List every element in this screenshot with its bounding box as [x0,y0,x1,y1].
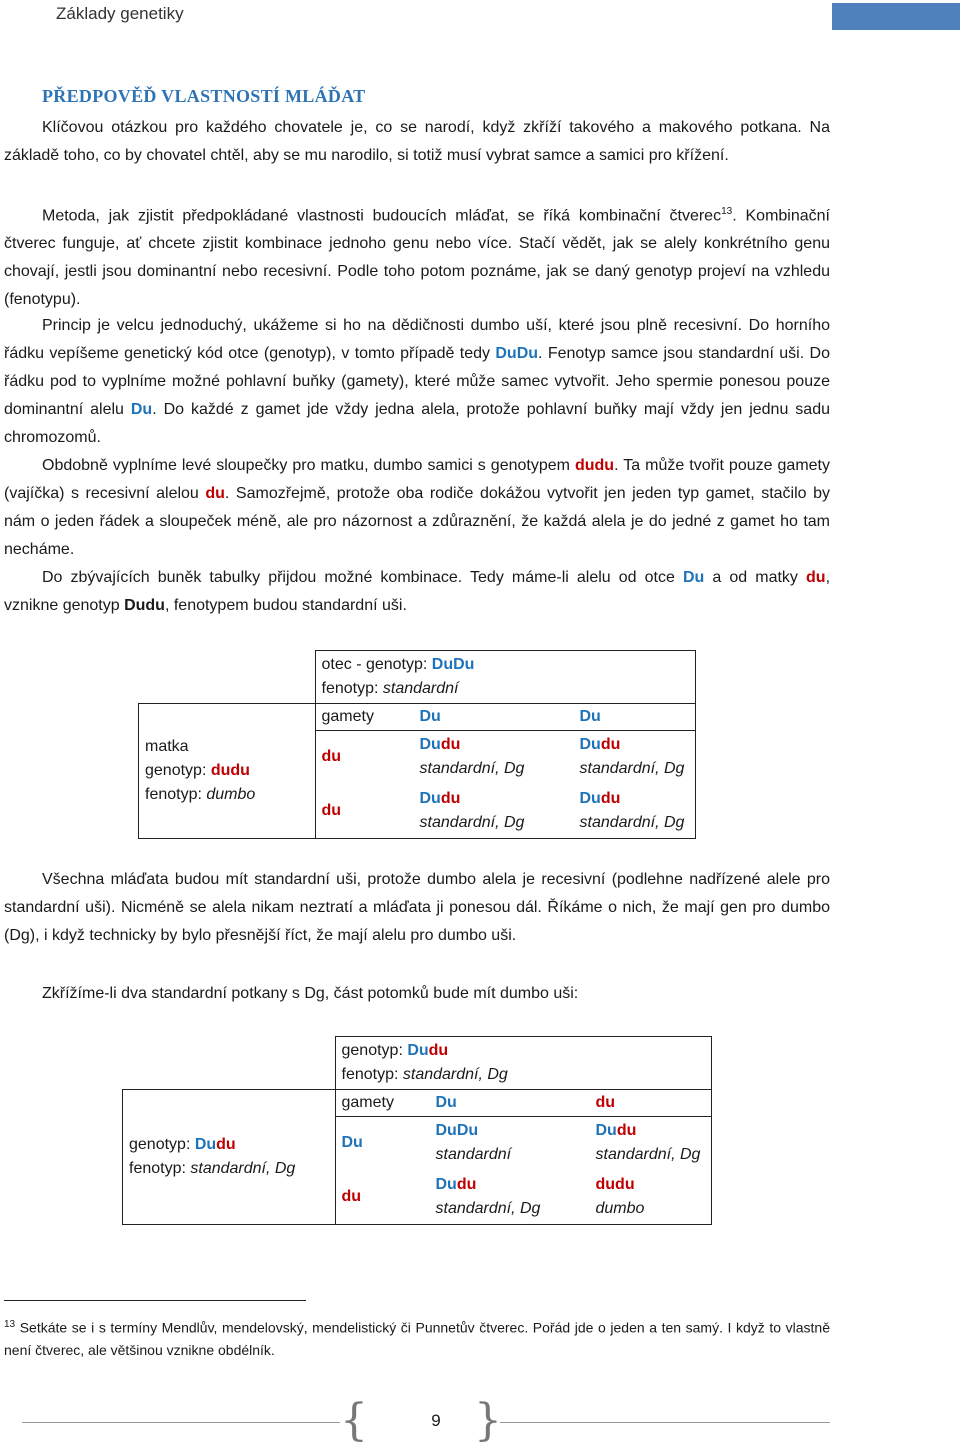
t2-cell-2: Dudu standardní, Dg [595,1122,701,1164]
mother-text-b: . Ta může tvořit pouze gamety (vajíčka) s recesivní alelou [4,457,831,502]
paragraph-principle [4,312,830,452]
t1-mother-gamete-2: du [321,802,342,819]
t2-grid [336,1090,712,1224]
t2-father-geno-b: du [428,1042,449,1059]
principle-text-a: Princip je velcu jednoduchý, ukážeme si ho na dědičnosti dumbo uší, které jsou plně recesivní. Do horního řádku vepíšeme genetický kód otce (genotyp), v tomto případě tedy [4,317,830,362]
t1-father-gamete-1: Du [419,707,441,725]
t1-mother-genotype: dudu [210,762,250,779]
t2-mother-gamete-2: du [341,1188,362,1205]
t2-father-gamete-2: du [595,1093,616,1111]
paragraph-combinations [4,564,830,620]
t1-father-header [315,651,696,704]
section-title: PŘEDPOVĚĎ VLASTNOSTÍ MLÁĎAT [42,86,366,106]
t2-mother-header [123,1090,336,1225]
t1-gamety-label: gamety [321,707,374,725]
right-brace-icon: } [474,1395,502,1446]
father-genotype-inline: DuDu [495,345,539,362]
punnett-square-2 [122,1036,712,1225]
t2-mother-phenotype: standardní, Dg [190,1160,296,1177]
left-brace-icon: { [340,1395,368,1446]
t2-cell-4: dudu dumbo [595,1176,645,1217]
t1-mother-name: matka [145,738,189,755]
t1-mother-pheno-label: fenotyp: [145,786,207,803]
principle-text-c: . Do každé z gamet jde vždy jedna alela, protože pohlavní buňky mají vždy jen jednu sadu chromozomů. [4,401,830,446]
combo-text-c: , vznikne genotyp [4,569,831,614]
principle-text-b: . Fenotyp samce jsou standardní uši. Do řádku pod to vyplníme možné pohlavní buňky (gamety), které může samec vytvořit. Jeho spermie ponesou pouze dominantní alelu [4,345,830,418]
t1-father-phenotype: standardní [382,680,459,697]
t1-mother-geno-label: genotyp: [145,762,211,779]
t2-mother-geno-label: genotyp: [129,1136,195,1153]
mom-allele-inline: du [806,569,826,586]
footnote [4,1314,830,1361]
punnett-square-1 [138,650,696,839]
t2-father-header [335,1037,712,1090]
t2-mother-gamete-1: Du [341,1134,363,1152]
footnote-number: 13 [4,1319,16,1330]
paragraph-result: Všechna mláďata budou mít standardní uši, protože dumbo alela je recesivní (podlehne nadřízené alele pro standardní uši). Nicméně se alela nikam neztratí a mláďata ji ponesou dál. Říkáme o nich, že mají gen pro dumbo (Dg), i když technicky by bylo přesnější říct, že mají alelu pro dumbo uši. [4,871,830,944]
t2-father-phenotype: standardní, Dg [402,1066,508,1083]
t1-father-genotype: DuDu [431,656,475,673]
t2-cell-3: Dudu standardní, Dg [435,1176,541,1217]
method-text-a: Metoda, jak zjistit předpokládané vlastnosti budoucích mláďat, se říká kombinační čtverec [42,207,722,225]
combo-text-d: , fenotypem budou standardní uši. [164,597,407,614]
footer-line-right [500,1422,830,1423]
dominant-allele-inline: Du [130,401,153,418]
t1-cell-3: Dudu standardní, Dg [419,790,525,831]
t2-mother-pheno-label: fenotyp: [129,1160,191,1177]
t2-mother-geno-b: du [216,1136,236,1153]
mother-text-c: . Samozřejmě, protože oba rodiče dokážou vytvořit jen jeden typ gamet, stačilo by nám o jeden řádek a sloupeček méně, ale pro názornost a zdůraznění, že každá alela je do jedné z gamet ho tam necháme. [4,485,830,558]
paragraph-dg-cross: Zkřížíme-li dva standardní potkany s Dg, část potomků bude mít dumbo uši: [42,985,579,1002]
page-header-title: Základy genetiky [56,4,184,23]
t2-father-geno-label: genotyp: [341,1042,408,1059]
mother-text-a: Obdobně vyplníme levé sloupečky pro matku, dumbo samici s genotypem [42,457,575,474]
recessive-allele-inline: du [205,485,225,502]
footnote-separator [4,1300,306,1301]
t2-father-pheno-label: fenotyp: [341,1066,403,1083]
paragraph-intro: Klíčovou otázkou pro každého chovatele je, co se narodí, když zkříží takového a makového potkana. Na základě toho, co by chovatel chtěl, aby se mu narodilo, si totiž musí vybrat samce a samici pro křížení. [4,119,830,164]
mother-genotype-inline: dudu [574,457,615,474]
combo-text-a: Do zbývajících buněk tabulky přijdou možné kombinace. Tedy máme-li alelu od otce [42,569,683,586]
t1-mother-gamete-1: du [321,748,342,766]
t2-cell-1: DuDu standardní [435,1122,512,1164]
t1-father-label: otec - genotyp: [321,656,432,673]
t1-father-gamete-2: Du [579,707,601,725]
t1-mother-phenotype: dumbo [206,786,256,803]
t2-gamety-label: gamety [341,1093,394,1111]
combo-text-b: a od matky [704,569,807,586]
dad-allele-inline: Du [682,569,705,586]
t1-grid [316,704,696,838]
t2-mother-geno-a: Du [194,1136,217,1153]
footnote-text: Setkáte se i s termíny Mendlův, mendelovský, mendelistický či Punnetův čtverec. Pořád jde o jeden a ten samý. I když to vlastně není čtverec, ale většinou vznikne obdélník. [4,1319,830,1358]
paragraph-method [4,198,830,314]
page-number: 9 [431,1411,441,1430]
t2-father-geno-a: Du [407,1042,429,1059]
method-text-b: . Kombinační čtverec funguje, ať chcete zjistit kombinace jednoho genu nebo více. Stačí vědět, jak se alely konkrétního genu chovají, jestli jsou dominantní nebo recesivní. Podle toho potom poznáme, jak se daný genotyp projeví na vzhledu (fenotypu). [4,207,830,309]
paragraph-mother [4,452,830,564]
result-genotype-inline: Dudu [124,597,165,614]
t2-father-gamete-1: Du [435,1093,457,1111]
t1-cell-4: Dudu standardní, Dg [579,790,685,831]
t1-mother-header [139,704,316,839]
t1-cell-2: Dudu standardní, Dg [579,736,685,778]
footnote-ref: 13 [721,206,733,217]
t1-cell-1: Dudu standardní, Dg [419,736,525,778]
t1-father-pheno-label: fenotyp: [321,680,383,697]
header-accent-bar [832,3,960,30]
